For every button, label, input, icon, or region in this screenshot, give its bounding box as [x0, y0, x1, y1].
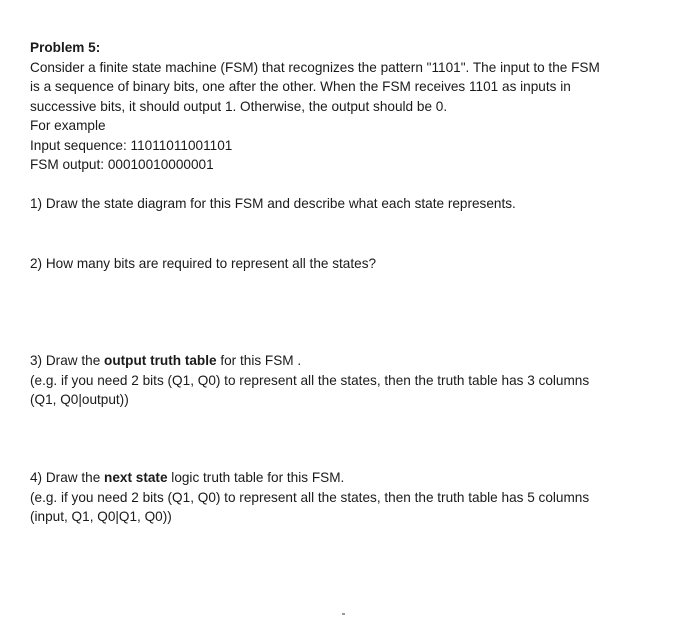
input-sequence: Input sequence: 11011011001101 — [30, 137, 233, 153]
question-3-heading — [30, 351, 589, 371]
question-1: 1) Draw the state diagram for this FSM and describe what each state represents. — [30, 195, 516, 211]
question-3-block — [30, 351, 589, 410]
question-2: 2) How many bits are required to represent all the states? — [30, 256, 377, 271]
question-3-bold: output truth table — [104, 353, 217, 368]
question-4-suffix: logic truth table for this FSM. — [167, 470, 345, 485]
question-2-block — [30, 254, 376, 274]
example-label: For example — [30, 118, 106, 133]
question-4-heading — [30, 468, 589, 488]
question-4-block — [30, 468, 589, 527]
question-3-note-1: (e.g. if you need 2 bits (Q1, Q0) to represent all the states, then the truth table has 3 columns — [30, 372, 590, 388]
document-page — [30, 38, 670, 524]
question-4-note-2: (input, Q1, Q0|Q1, Q0)) — [30, 509, 172, 524]
question-3-suffix: for this FSM . — [216, 353, 302, 368]
intro-line-3: successive bits, it should output 1. Otherwise, the output should be 0. — [30, 98, 448, 114]
intro-line-1: Consider a finite state machine (FSM) that recognizes the pattern "1101". The input to the FSM — [30, 59, 600, 75]
question-3-note-2: (Q1, Q0|output)) — [30, 392, 129, 407]
question-4-bold: next state — [104, 470, 168, 485]
question-4-note-1: (e.g. if you need 2 bits (Q1, Q0) to represent all the states, then the truth table has 5 columns — [30, 489, 590, 505]
fsm-output: FSM output: 00010010000001 — [30, 157, 214, 172]
question-4-prefix: 4) Draw the — [30, 470, 105, 485]
problem-title: Problem 5: — [30, 40, 101, 55]
intro-line-2: is a sequence of binary bits, one after the other. When the FSM receives 1101 as inputs in — [30, 79, 571, 94]
stray-mark — [342, 613, 345, 615]
question-3-prefix: 3) Draw the — [30, 353, 105, 368]
